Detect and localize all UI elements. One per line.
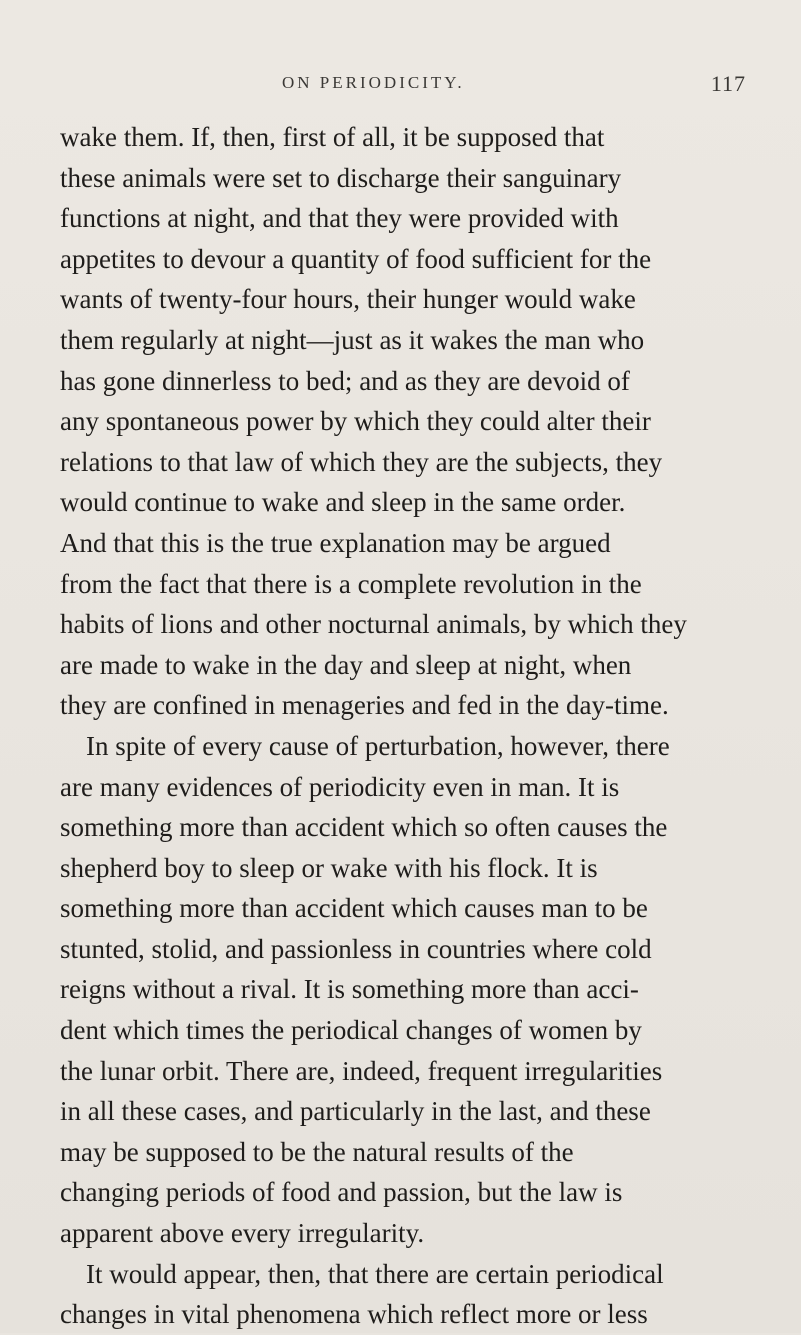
text-line-paragraph-start: It would appear, then, that there are certain periodical [86, 1258, 664, 1289]
text-line: them regularly at night—just as it wakes the man who [60, 324, 645, 355]
text-line: relations to that law of which they are the subjects, they [60, 446, 663, 477]
text-line: has gone dinnerless to bed; and as they are devoid of [60, 365, 630, 396]
text-line: wants of twenty-four hours, their hunger would wake [60, 284, 636, 315]
running-title: ON PERIODICITY. [282, 73, 465, 92]
text-line: appetites to devour a quantity of food sufficient for the [60, 243, 652, 274]
text-line: dent which times the periodical changes of women by [60, 1015, 642, 1046]
text-line: functions at night, and that they were provided with [60, 203, 619, 234]
text-line: reigns without a rival. It is something more than acci- [60, 974, 639, 1005]
text-line: these animals were set to discharge their sanguinary [60, 162, 622, 193]
text-line: habits of lions and other nocturnal animals, by which they [60, 609, 687, 640]
text-line: something more than accident which so often causes the [60, 812, 668, 843]
text-line: from the fact that there is a complete revolution in the [60, 568, 642, 599]
text-line: are many evidences of periodicity even in man. It is [60, 771, 620, 802]
text-line: in all these cases, and particularly in the last, and these [60, 1096, 651, 1127]
page-number: 117 [710, 71, 746, 96]
text-line: stunted, stolid, and passionless in countries where cold [60, 933, 652, 964]
body-text [60, 117, 750, 1335]
text-line: would continue to wake and sleep in the same order. [60, 487, 626, 518]
text-line: changing periods of food and passion, but the law is [60, 1177, 623, 1208]
text-line: wake them. If, then, first of all, it be supposed that [60, 122, 605, 152]
text-line: apparent above every irregularity. [60, 1218, 425, 1249]
text-line: the lunar orbit. There are, indeed, frequent irregularities [60, 1055, 663, 1086]
text-line: shepherd boy to sleep or wake with his flock. It is [60, 852, 598, 883]
running-header [0, 73, 801, 99]
text-line: may be supposed to be the natural results of the [60, 1136, 574, 1167]
text-line: changes in vital phenomena which reflect more or less [60, 1299, 648, 1330]
text-line: And that this is the true explanation may be argued [60, 527, 611, 558]
text-line-paragraph-start: In spite of every cause of perturbation, however, there [86, 730, 670, 761]
text-line: they are confined in menageries and fed in the day-time. [60, 690, 669, 721]
text-line: any spontaneous power by which they could alter their [60, 406, 651, 437]
text-line: something more than accident which causes man to be [60, 893, 648, 924]
text-line: are made to wake in the day and sleep at night, when [60, 649, 632, 680]
